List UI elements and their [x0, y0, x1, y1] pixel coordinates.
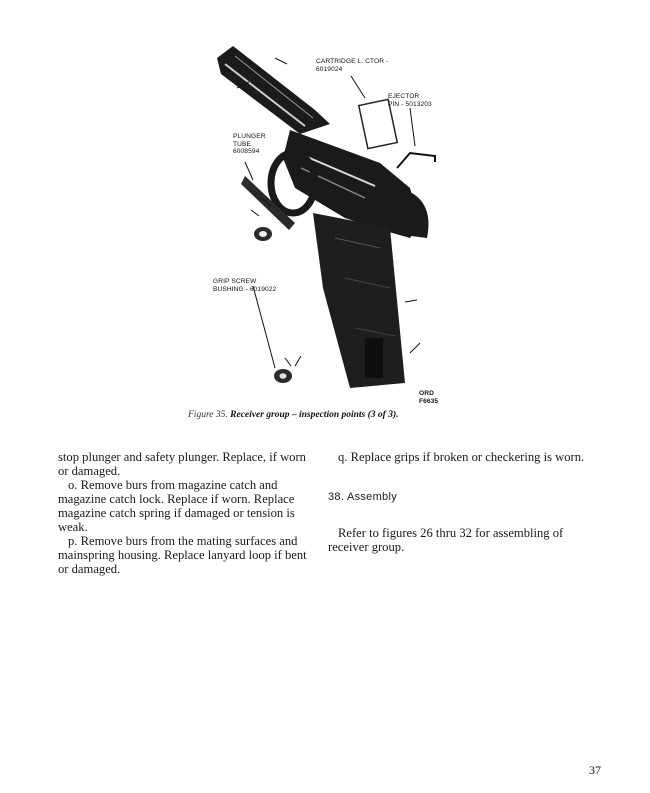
- callout-ejector-pin: EJECTOR PIN - 5013203: [388, 93, 432, 108]
- left-column: [58, 450, 314, 576]
- figure-caption: [188, 410, 488, 420]
- paragraph-p: p. Remove burs from the mating surfaces and mainspring housing. Replace lanyard loop if bent or damaged.: [58, 534, 307, 576]
- section-heading-assembly: 38. Assembly: [328, 491, 398, 503]
- figure-ord-number: ORD F6635: [419, 390, 439, 405]
- figure-caption-prefix: Figure 35.: [188, 410, 228, 420]
- callout-cartridge-selector: CARTRIDGE L. CTOR - 6019024: [316, 58, 389, 73]
- callout-grip-screw-bushing: GRIP SCREW BUSHING - 6019022: [213, 278, 277, 293]
- paragraph-stop-plunger: stop plunger and safety plunger. Replace, if worn or damaged.: [58, 450, 306, 478]
- paragraph-o: o. Remove burs from magazine catch and magazine catch lock. Replace if worn. Replace magazine catch spring if damaged or tension is weak.: [58, 478, 295, 534]
- figure-caption-text: Receiver group – inspection points (3 of 3).: [230, 410, 399, 420]
- paragraph-q: q. Replace grips if broken or checkering is worn.: [338, 450, 585, 464]
- callout-plunger-tube: PLUNGER TUBE 6008594: [233, 133, 266, 156]
- right-column: [328, 450, 598, 554]
- page-number: 37: [589, 763, 601, 777]
- paragraph-assembly: Refer to figures 26 thru 32 for assembling of receiver group.: [328, 526, 564, 554]
- receiver-group-figure: [205, 38, 455, 408]
